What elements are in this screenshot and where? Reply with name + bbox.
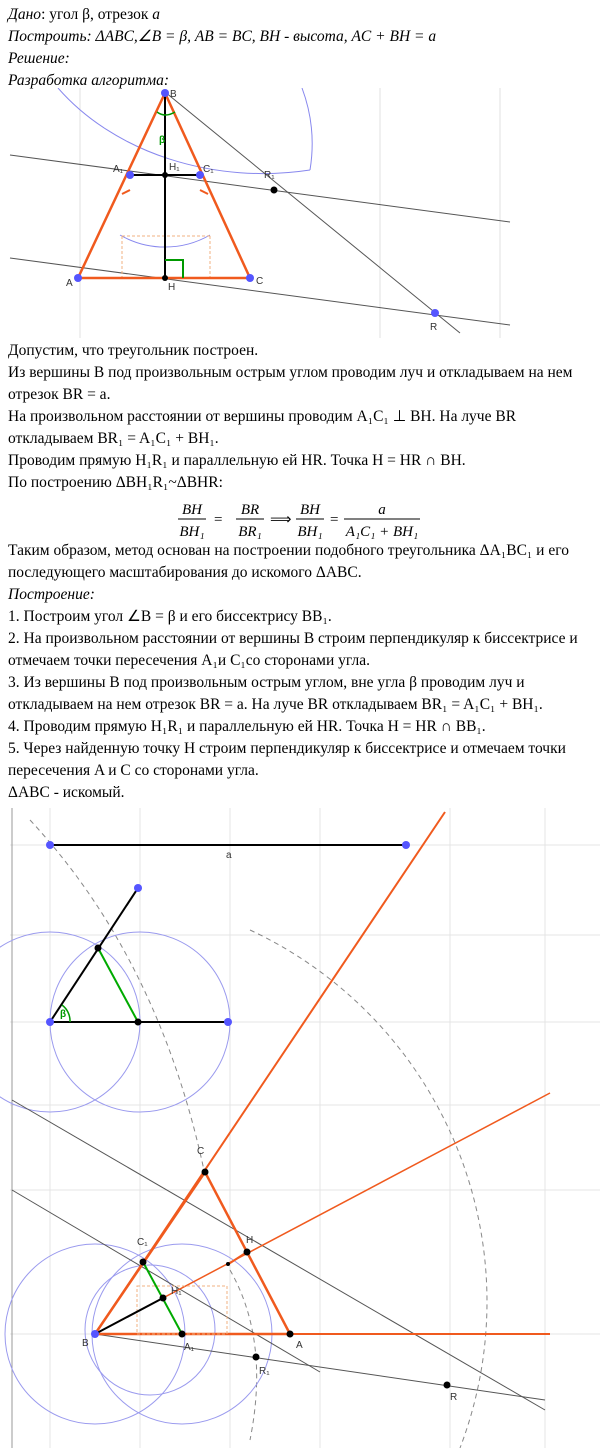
- label-h: H: [168, 282, 176, 293]
- frac-den: BH₁: [179, 524, 205, 540]
- step: откладываем на нем отрезок BR = a. На луче BR откладываем BR₁ = A₁C₁ + BH₁.: [8, 696, 543, 713]
- point-a: [74, 274, 82, 282]
- frac-den: A₁C₁ + BH₁: [345, 524, 419, 540]
- svg-text:=: =: [214, 512, 223, 528]
- point-a-end: [402, 841, 410, 849]
- label-c: C: [197, 1146, 205, 1157]
- ray-br: [165, 92, 460, 333]
- point-h1: [160, 1295, 167, 1302]
- angle-side: [50, 888, 138, 1022]
- step: 1. Построим угол ∠B = β и его биссектрису BB₁.: [8, 608, 332, 625]
- step: пересечения A и C со сторонами угла.: [8, 762, 259, 779]
- line-h1r1: [10, 155, 510, 222]
- label-h1: H₁: [169, 162, 180, 173]
- step: ΔABC - искомый.: [8, 784, 125, 801]
- circle-arc: [58, 88, 310, 174]
- label-a: a: [226, 850, 232, 861]
- point-aux: [226, 1262, 230, 1266]
- label-h: H: [246, 1235, 254, 1246]
- line-hr: [12, 1100, 545, 1410]
- label-r1: R₁: [264, 170, 275, 181]
- svg-text:⟹: ⟹: [270, 512, 292, 528]
- frac-num: BR: [240, 502, 260, 518]
- label-c1: C₁: [203, 164, 214, 175]
- tick-mark: [122, 190, 130, 194]
- label-a1: A₁: [184, 1342, 195, 1353]
- point-r: [431, 309, 439, 317]
- step: 3. Из вершины B под произвольным острым углом, вне угла β проводим луч и: [8, 674, 525, 691]
- label-b: B: [82, 1338, 89, 1349]
- point-r1: [253, 1354, 260, 1361]
- frac-num: BH: [182, 502, 202, 518]
- analysis-figure: [0, 88, 600, 338]
- frac-num: a: [378, 502, 386, 518]
- frac-den: BR₁: [238, 524, 262, 540]
- point: [95, 945, 102, 952]
- point-r1: [271, 187, 278, 194]
- point: [135, 1019, 142, 1026]
- label-a: A: [66, 278, 73, 289]
- dashed-arc: [30, 820, 205, 1175]
- paragraph: Из вершины B под произвольным острым углом проводим луч и откладываем на нем: [8, 364, 573, 381]
- step: отмечаем точки пересечения A₁и C₁со сторонами угла.: [8, 652, 370, 669]
- label-beta: β: [60, 1009, 67, 1020]
- paragraph: откладываем BR₁ = A₁C₁ + BH₁.: [8, 430, 219, 447]
- label-r: R: [450, 1392, 458, 1403]
- step: 4. Проводим прямую H₁R₁ и параллельную ей HR. Точка H = HR ∩ BB₁.: [8, 718, 486, 735]
- circle-arc: [302, 88, 312, 170]
- paragraph: Таким образом, метод основан на построении подобного треугольника ΔA₁BC₁ и его: [8, 542, 569, 559]
- point-c1: [140, 1259, 147, 1266]
- step: 5. Через найденную точку H строим перпендикуляр к биссектрисе и отмечаем точки: [8, 740, 566, 757]
- step: 2. На произвольном расстоянии от вершины B строим перпендикуляр к биссектрисе и: [8, 630, 578, 647]
- frac-num: BH: [300, 502, 320, 518]
- paragraph: По построению ΔBH₁R₁~ΔBHR:: [8, 474, 223, 491]
- point-h: [162, 275, 168, 281]
- paragraph: отрезок BR = a.: [8, 386, 111, 403]
- solution-label: Решение:: [8, 50, 70, 67]
- paragraph: На произвольном расстоянии от вершины проводим A₁C₁ ⊥ BH. На луче BR: [8, 408, 517, 425]
- algorithm-label: Разработка алгоритма:: [8, 72, 170, 89]
- triangle-abc: [95, 1172, 290, 1334]
- point-c: [246, 274, 254, 282]
- label-c: C: [256, 276, 264, 287]
- point-a1: [126, 171, 134, 179]
- point-h: [244, 1249, 251, 1256]
- dashed-arc: [230, 1270, 257, 1440]
- segment-bh1: [95, 1298, 163, 1334]
- point-b: [161, 89, 169, 97]
- label-c1: C₁: [137, 1237, 148, 1248]
- label-h1: H₁: [171, 1286, 182, 1297]
- paragraph: последующего масштабирования до искомого ΔABC.: [8, 564, 362, 581]
- paragraph: Проводим прямую H₁R₁ и параллельную ей HR. Точка H = HR ∩ BH.: [8, 452, 466, 469]
- point: [134, 884, 142, 892]
- paragraph: Допустим, что треугольник построен.: [8, 342, 259, 359]
- point-r: [444, 1382, 451, 1389]
- point-b: [91, 1330, 99, 1338]
- point-a1: [179, 1331, 186, 1338]
- right-angle-mark: [165, 260, 183, 278]
- point: [224, 1018, 232, 1026]
- label-beta: β: [159, 135, 166, 146]
- construction-figure: [0, 808, 600, 1448]
- point: [46, 1018, 54, 1026]
- construct-line: Построить: ΔABC,∠B = β, AB = BC, BH - высота, AC + BH = a: [8, 28, 437, 45]
- point-a: [287, 1331, 294, 1338]
- given-line: Дано: угол β, отрезок a: [8, 6, 161, 23]
- section-label: Построение:: [8, 586, 95, 603]
- label-b: B: [170, 89, 177, 100]
- proportion-formula: [0, 498, 600, 544]
- tick-mark: [200, 190, 208, 194]
- svg-text:=: =: [330, 512, 339, 528]
- label-a: A: [296, 1340, 303, 1351]
- label-r1: R₁: [259, 1366, 270, 1377]
- point-a-start: [46, 841, 54, 849]
- point-c: [202, 1169, 209, 1176]
- label-a1: A₁: [113, 164, 124, 175]
- point-h1: [162, 172, 168, 178]
- label-r: R: [430, 322, 438, 333]
- frac-den: BH₁: [297, 524, 323, 540]
